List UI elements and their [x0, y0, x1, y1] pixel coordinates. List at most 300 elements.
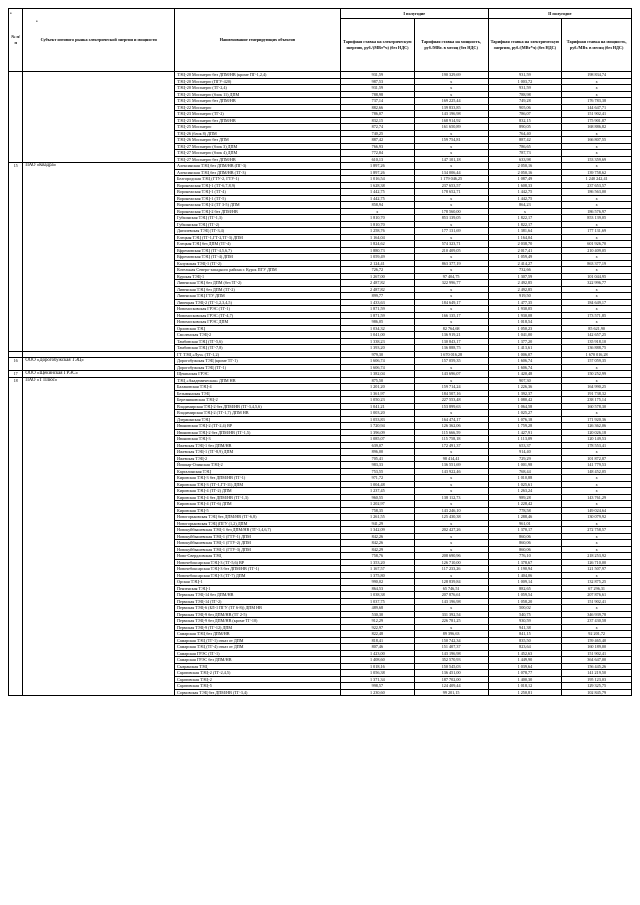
- object-name: Ливенская ТЭЦ без ДПМ (без ТГ-2): [174, 280, 340, 287]
- capacity-tariff-h2: 178 553,41: [562, 442, 632, 449]
- capacity-tariff-h1: 166 135,17: [414, 312, 488, 319]
- object-name: Губкинская ТЭЦ (ТГ-1,3): [174, 215, 340, 222]
- object-name: Саратовская ТЭЦ-2: [174, 676, 340, 683]
- object-name: Пермская ТЭЦ-14 без ДПМ/НВ: [174, 592, 340, 599]
- energy-tariff-h1: 987,53: [340, 78, 414, 85]
- object-name: ТЭЦ-23 Мосэнерго без ДПМ/НВ: [174, 117, 340, 124]
- object-name: Самарская ТЭЦ (ТГ-4) отказ от ДПМ: [174, 644, 340, 651]
- header-capacity-2: Тарифная ставка на мощность, руб./МВт. в месяц (без НДС): [562, 19, 632, 72]
- capacity-tariff-h2: x: [562, 163, 632, 170]
- capacity-tariff-h1: 139 833,85: [414, 104, 488, 111]
- energy-tariff-h1: 1 375,80: [340, 572, 414, 579]
- capacity-tariff-h1: x: [414, 364, 488, 371]
- object-name: ТЭЦ-27 Мосэнерго (блок 4) ДПМ: [174, 150, 340, 157]
- energy-tariff-h1: 807,46: [340, 644, 414, 651]
- object-name: Дягилевская ТЭЦ (ТГ-3,4): [174, 228, 340, 235]
- subject-name: ООО «Дорогобужская ТЭЦ»: [23, 358, 175, 371]
- capacity-tariff-h1: 159 714,24: [414, 384, 488, 391]
- object-name: ГТ ТЭЦ «Луч» (ТГ-1,2): [174, 351, 340, 358]
- capacity-tariff-h1: 128 839,84: [414, 579, 488, 586]
- capacity-tariff-h1: 124 409,44: [414, 683, 488, 690]
- energy-tariff-h1: 1 871,59: [340, 312, 414, 319]
- capacity-tariff-h2: 151 902,41: [562, 650, 632, 657]
- capacity-tariff-h1: 130 843,17: [414, 338, 488, 345]
- object-name: ТЭЦ-20 Мосэнерго без ДПМ/НВ (кроме ПГ-1,2,4): [174, 72, 340, 79]
- subject-name: ПАО «Квадра»: [23, 163, 175, 352]
- energy-tariff-h2: 1 076,18: [488, 416, 562, 423]
- object-name: Новомосковская ГРЭС ДПМ: [174, 319, 340, 326]
- capacity-tariff-h1: 322 996,77: [414, 280, 488, 287]
- object-name: Щекинская ГРЭС: [174, 371, 340, 378]
- capacity-tariff-h1: 143 246,10: [414, 507, 488, 514]
- energy-tariff-h2: 1 930,05: [488, 306, 562, 313]
- energy-tariff-h2: 890,05: [488, 124, 562, 131]
- energy-tariff-h2: 2 017,41: [488, 247, 562, 254]
- header-object: Наименование генерирующих объектов: [174, 9, 340, 72]
- energy-tariff-h2: 860,06: [488, 540, 562, 547]
- capacity-tariff-h2: 173 571,85: [562, 312, 632, 319]
- energy-tariff-h1: 1 342,09: [340, 527, 414, 534]
- energy-tariff-h1: 864,53: [340, 585, 414, 592]
- object-name: Елецкая ТЭЦ без ДПМ (ТГ-4): [174, 241, 340, 248]
- capacity-tariff-h2: 207 876,61: [562, 592, 632, 599]
- energy-tariff-h2: 1 250,81: [488, 689, 562, 696]
- energy-tariff-h1: 842,29: [340, 546, 414, 553]
- energy-tariff-h1: 1 167,57: [340, 566, 414, 573]
- capacity-tariff-h1: x: [414, 85, 488, 92]
- capacity-tariff-h2: x: [562, 306, 632, 313]
- energy-tariff-h1: 1 396,09: [340, 429, 414, 436]
- energy-tariff-h1: 1 433,63: [340, 299, 414, 306]
- energy-tariff-h1: 882,66: [340, 104, 414, 111]
- energy-tariff-h2: 1 288,46: [488, 514, 562, 521]
- energy-tariff-h2: 2 492,85: [488, 286, 562, 293]
- tariff-document: [8, 8, 632, 696]
- capacity-tariff-h2: 159 465,40: [562, 637, 632, 644]
- capacity-tariff-h1: x: [414, 78, 488, 85]
- capacity-tariff-h1: 143 196,98: [414, 598, 488, 605]
- capacity-tariff-h2: x: [562, 449, 632, 456]
- capacity-tariff-h2: 149 024,64: [562, 507, 632, 514]
- energy-tariff-h1: 1 003,20: [340, 410, 414, 417]
- energy-tariff-h1: 786,07: [340, 111, 414, 118]
- energy-tariff-h2: 835,50: [488, 637, 562, 644]
- capacity-tariff-h2: 210 409,05: [562, 247, 632, 254]
- capacity-tariff-h1: x: [414, 572, 488, 579]
- capacity-tariff-h1: 138 112,73: [414, 494, 488, 501]
- energy-tariff-h2: 1 477,35: [488, 299, 562, 306]
- energy-tariff-h2: 919,50: [488, 293, 562, 300]
- capacity-tariff-h2: x: [562, 234, 632, 241]
- energy-tariff-h2: 1 080,42: [488, 397, 562, 404]
- energy-tariff-h2: 1 190,94: [488, 566, 562, 573]
- object-name: Березниковская ТЭЦ-2: [174, 397, 340, 404]
- capacity-tariff-h2: 238 175,14: [562, 397, 632, 404]
- capacity-tariff-h2: x: [562, 572, 632, 579]
- capacity-tariff-h2: x: [562, 130, 632, 137]
- object-name: Алексинская ТЭЦ без ДПМ/НВ (ТГ-3): [174, 169, 340, 176]
- energy-tariff-h1: 1 338,23: [340, 338, 414, 345]
- capacity-tariff-h2: 157 059,35: [562, 358, 632, 365]
- capacity-tariff-h1: x: [414, 286, 488, 293]
- capacity-tariff-h2: x: [562, 78, 632, 85]
- energy-tariff-h1: 922,97: [340, 624, 414, 631]
- energy-tariff-h2: 1 404,06: [488, 572, 562, 579]
- energy-tariff-h1: 489,68: [340, 605, 414, 612]
- energy-tariff-h1: 2 124,41: [340, 260, 414, 267]
- energy-tariff-h1: 931,59: [340, 85, 414, 92]
- capacity-tariff-h1: 159 754,81: [414, 137, 488, 144]
- object-name: Пермская ТЭЦ-9 без ДПМ/НВ (ТГ 2-5): [174, 611, 340, 618]
- capacity-tariff-h1: 169 225,44: [414, 98, 488, 105]
- energy-tariff-h2: 1 059,49: [488, 254, 562, 261]
- object-name: Новочебоксарская ТЭЦ-3 без ДПМ/НВ (ТГ-1): [174, 566, 340, 573]
- energy-tariff-h2: 653,37: [488, 442, 562, 449]
- energy-tariff-h1: 2 487,82: [340, 286, 414, 293]
- energy-tariff-h2: 832,15: [488, 117, 562, 124]
- energy-tariff-h2: 633,98: [488, 156, 562, 163]
- object-name: Тамбовская ТЭЦ (ТГ-7,8): [174, 345, 340, 352]
- energy-tariff-h2: 860,06: [488, 533, 562, 540]
- energy-tariff-h2: 841,15: [488, 631, 562, 638]
- capacity-tariff-h2: x: [562, 143, 632, 150]
- object-name: Новомосковская ГРЭС (ТГ-1): [174, 306, 340, 313]
- energy-tariff-h1: 1 202,97: [340, 501, 414, 508]
- energy-tariff-h2: 1 039,64: [488, 663, 562, 670]
- capacity-tariff-h1: 143 196,98: [414, 650, 488, 657]
- capacity-tariff-h2: 218 253,92: [562, 553, 632, 560]
- energy-tariff-h1: 726,72: [340, 267, 414, 274]
- energy-tariff-h2: 1 003,72: [488, 78, 562, 85]
- capacity-tariff-h1: 150 545,03: [414, 663, 488, 670]
- object-name: Пермская ТЭЦ-14 (ТГ-2): [174, 598, 340, 605]
- energy-tariff-h2: 500,02: [488, 605, 562, 612]
- capacity-tariff-h1: x: [414, 130, 488, 137]
- page-mark: •: [36, 20, 38, 25]
- capacity-tariff-h1: 172 491,37: [414, 442, 488, 449]
- capacity-tariff-h2: 135 918,10: [562, 338, 632, 345]
- capacity-tariff-h1: 89 396,63: [414, 631, 488, 638]
- capacity-tariff-h1: 98 414,41: [414, 455, 488, 462]
- energy-tariff-h1: 990,02: [340, 579, 414, 586]
- energy-tariff-h1: 758,76: [340, 553, 414, 560]
- energy-tariff-h2: 931,59: [488, 85, 562, 92]
- energy-tariff-h1: 1 037,75: [340, 598, 414, 605]
- energy-tariff-h1: 1 824,62: [340, 241, 414, 248]
- object-name: Саратовская ТЭЦ-5: [174, 683, 340, 690]
- energy-tariff-h2: 1 006,07: [488, 351, 562, 358]
- object-name: ТЭЦ-21 Мосэнерго без ДПМ/НВ: [174, 98, 340, 105]
- capacity-tariff-h1: 853 139,05: [414, 215, 488, 222]
- capacity-tariff-h2: 143 761,29: [562, 494, 632, 501]
- capacity-tariff-h2: 160 189,00: [562, 644, 632, 651]
- capacity-tariff-h2: 164 990,25: [562, 384, 632, 391]
- energy-tariff-h2: 1 064,58: [488, 403, 562, 410]
- row-number: 18: [9, 377, 23, 696]
- object-name: Сормовская ТЭЦ без ДПМ/НВ (ТГ-3,4): [174, 689, 340, 696]
- object-name: Владимирская ТЭЦ-2 (ТГ-1,7) ДПМ НВ: [174, 410, 340, 417]
- object-name: Смоленская ТЭЦ-2: [174, 332, 340, 339]
- capacity-tariff-h1: 207 876,61: [414, 592, 488, 599]
- capacity-tariff-h1: 161 650,89: [414, 124, 488, 131]
- energy-tariff-h2: x: [488, 208, 562, 215]
- capacity-tariff-h1: x: [414, 377, 488, 384]
- energy-tariff-h2: 1 822,17: [488, 215, 562, 222]
- capacity-tariff-h1: x: [414, 195, 488, 202]
- capacity-tariff-h2: x: [562, 540, 632, 547]
- energy-tariff-h1: 1 038,38: [340, 592, 414, 599]
- header-energy-1: Тарифная ставка на электрическую энергию, руб./(МВт*ч) (без НДС): [340, 19, 414, 72]
- capacity-tariff-h1: x: [414, 540, 488, 547]
- capacity-tariff-h2: x: [562, 410, 632, 417]
- capacity-tariff-h2: 120 149,53: [562, 436, 632, 443]
- capacity-tariff-h2: 141 779,53: [562, 462, 632, 469]
- object-name: Тамбовская ТЭЦ (ТГ-5,6): [174, 338, 340, 345]
- object-name: Ивановская ТЭЦ-3: [174, 436, 340, 443]
- capacity-tariff-h2: 237 430,58: [562, 618, 632, 625]
- energy-tariff-h1: 610,13: [340, 156, 414, 163]
- capacity-tariff-h2: 175 901,87: [562, 117, 632, 124]
- energy-tariff-h1: 1 897,26: [340, 169, 414, 176]
- energy-tariff-h1: 887,42: [340, 137, 414, 144]
- page-mark: •: [10, 12, 12, 17]
- energy-tariff-h1: 705,41: [340, 455, 414, 462]
- energy-tariff-h1: 931,59: [340, 72, 414, 79]
- object-name: Кировская ТЭЦ-4 (ТГ-6) ДПМ: [174, 501, 340, 508]
- header-half-1: I полугодие: [340, 9, 488, 19]
- energy-tariff-h1: 530,30: [340, 611, 414, 618]
- capacity-tariff-h1: 210 409,05: [414, 247, 488, 254]
- header-capacity-1: Тарифная ставка на мощность, руб./МВт. в месяц (без НДС): [414, 19, 488, 72]
- energy-tariff-h1: x: [340, 208, 414, 215]
- capacity-tariff-h1: x: [414, 91, 488, 98]
- object-name: Новогорьковская ТЭЦ без ДПМ/НВ (ТГ-6,8): [174, 514, 340, 521]
- object-name: Ново-Свердловская ТЭЦ: [174, 553, 340, 560]
- object-name: ТЭЦ-20 Мосэнерго (ПГУ-420): [174, 78, 340, 85]
- capacity-tariff-h2: 160 578,30: [562, 403, 632, 410]
- object-name: Владимирская ТЭЦ-2 без ДПМ/НВ (ТГ-3,4,5,6): [174, 403, 340, 410]
- energy-tariff-h1: 1 041,21: [340, 403, 414, 410]
- energy-tariff-h2: 941,38: [488, 624, 562, 631]
- capacity-tariff-h2: 191 738,32: [562, 390, 632, 397]
- object-name: Ефремовская ТЭЦ (ТГ-4,5,6,7): [174, 247, 340, 254]
- energy-tariff-h2: 1 442,75: [488, 189, 562, 196]
- energy-tariff-h2: 1 759,28: [488, 423, 562, 430]
- energy-tariff-h1: 1 810,70: [340, 215, 414, 222]
- table-body: [9, 72, 632, 696]
- energy-tariff-h2: 786,07: [488, 111, 562, 118]
- capacity-tariff-h1: 125 430,38: [414, 514, 488, 521]
- energy-tariff-h2: 1 606,74: [488, 358, 562, 365]
- capacity-tariff-h2: x: [562, 377, 632, 384]
- object-name: Ивановская ТЭЦ-2 (ТГ-2,4) ВР: [174, 423, 340, 430]
- capacity-tariff-h2: 186 576,97: [562, 208, 632, 215]
- object-name: Новокуйбышевская ТЭЦ-1 (ГТУ-1) ДПМ: [174, 533, 340, 540]
- capacity-tariff-h2: x: [562, 475, 632, 482]
- capacity-tariff-h1: 82 764,68: [414, 325, 488, 332]
- energy-tariff-h2: 776,10: [488, 553, 562, 560]
- capacity-tariff-h1: x: [414, 481, 488, 488]
- object-name: ТЭЦ-25 Мосэнерго: [174, 124, 340, 131]
- capacity-tariff-h2: 272 758,57: [562, 527, 632, 534]
- object-name: Новокуйбышевская ТЭЦ-1 (ГТУ-2) ДПМ: [174, 540, 340, 547]
- energy-tariff-h2: 1 392,37: [488, 390, 562, 397]
- energy-tariff-h2: 864,23: [488, 202, 562, 209]
- energy-tariff-h1: 998,57: [340, 683, 414, 690]
- energy-tariff-h1: 1 034,32: [340, 325, 414, 332]
- capacity-tariff-h2: 153 359,69: [562, 156, 632, 163]
- capacity-tariff-h2: x: [562, 91, 632, 98]
- object-name: Дорогобужская ТЭЦ (ТГ-1): [174, 364, 340, 371]
- capacity-tariff-h2: 1 670 016,28: [562, 351, 632, 358]
- capacity-tariff-h2: 139 758,62: [562, 169, 632, 176]
- energy-tariff-h1: 1 059,49: [340, 254, 414, 261]
- energy-tariff-h1: 1 871,59: [340, 306, 414, 313]
- object-name: Курская ТЭЦ-1: [174, 273, 340, 280]
- capacity-tariff-h2: x: [562, 195, 632, 202]
- energy-tariff-h1: 1 050,23: [340, 397, 414, 404]
- energy-tariff-h1: 1 353,20: [340, 559, 414, 566]
- energy-tariff-h2: 1 226,36: [488, 384, 562, 391]
- energy-tariff-h2: 786,65: [488, 143, 562, 150]
- capacity-tariff-h2: 195 123,03: [562, 676, 632, 683]
- energy-tariff-h2: 1 442,75: [488, 195, 562, 202]
- capacity-tariff-h1: x: [414, 234, 488, 241]
- header-half-2: II полугодие: [488, 9, 631, 19]
- capacity-tariff-h2: x: [562, 254, 632, 261]
- energy-tariff-h1: 1 237,45: [340, 488, 414, 495]
- capacity-tariff-h1: 226 781,25: [414, 618, 488, 625]
- capacity-tariff-h1: x: [414, 410, 488, 417]
- object-name: Новочебоксарская ТЭЦ-3 (ТГ-7) ДПМ: [174, 572, 340, 579]
- capacity-tariff-h2: 601 926,70: [562, 241, 632, 248]
- capacity-tariff-h1: 1 179 046,25: [414, 176, 488, 183]
- capacity-tariff-h1: 136 888,75: [414, 345, 488, 352]
- capacity-tariff-h1: 143 696,07: [414, 371, 488, 378]
- energy-tariff-h2: 1 058,20: [488, 598, 562, 605]
- energy-tariff-h1: 758,35: [340, 507, 414, 514]
- capacity-tariff-h1: 164 474,17: [414, 416, 488, 423]
- object-name: Балаковская ТЭЦ-4: [174, 384, 340, 391]
- energy-tariff-h2: 1 025,61: [488, 481, 562, 488]
- object-name: Калужская ТЭЦ-1 (ТГ-2): [174, 260, 340, 267]
- energy-tariff-h2: 1 930,08: [488, 312, 562, 319]
- object-name: ТЭЦ «Академическая» ДПМ НВ: [174, 377, 340, 384]
- capacity-tariff-h1: x: [414, 221, 488, 228]
- capacity-tariff-h2: 142 657,25: [562, 332, 632, 339]
- capacity-tariff-h1: x: [414, 306, 488, 313]
- energy-tariff-h1: 1 720,94: [340, 423, 414, 430]
- header-no: № п/п: [9, 9, 23, 72]
- capacity-tariff-h1: 65 746,51: [414, 585, 488, 592]
- energy-tariff-h2: 1 608,33: [488, 182, 562, 189]
- energy-tariff-h2: 764,40: [488, 130, 562, 137]
- capacity-tariff-h1: x: [414, 163, 488, 170]
- object-name: Дорогобужская ТЭЦ (кроме ТГ-1): [174, 358, 340, 365]
- capacity-tariff-h1: 177 131,69: [414, 228, 488, 235]
- capacity-tariff-h1: 184 649,17: [414, 299, 488, 306]
- object-name: ТЭЦ-21 Мосэнерго (блок 11) ДПМ: [174, 91, 340, 98]
- object-name: Орловская ТЭЦ: [174, 325, 340, 332]
- energy-tariff-h1: 842,26: [340, 540, 414, 547]
- object-name: Самарская ГРЭС (ТГ-1): [174, 650, 340, 657]
- energy-tariff-h2: 778,58: [488, 507, 562, 514]
- capacity-tariff-h1: x: [414, 449, 488, 456]
- object-name: ТЭЦ-20 Мосэнерго (ТГ-2,4): [174, 85, 340, 92]
- energy-tariff-h2: 931,59: [488, 72, 562, 79]
- row-number: 16: [9, 358, 23, 371]
- capacity-tariff-h2: 141 219,50: [562, 670, 632, 677]
- energy-tariff-h2: 2 414,27: [488, 260, 562, 267]
- object-name: Елецкая ТЭЦ (ТГ-1,ГТ-2,ТГ-3) ДПМ: [174, 234, 340, 241]
- energy-tariff-h2: 1 413,61: [488, 345, 562, 352]
- capacity-tariff-h2: 121 507,97: [562, 566, 632, 573]
- energy-tariff-h2: 2 038,70: [488, 241, 562, 248]
- energy-tariff-h1: 983,33: [340, 462, 414, 469]
- object-name: Орская ТЭЦ-1: [174, 579, 340, 586]
- energy-tariff-h2: 882,65: [488, 585, 562, 592]
- energy-tariff-h2: 1 010,88: [488, 475, 562, 482]
- energy-tariff-h2: 1 370,17: [488, 527, 562, 534]
- energy-tariff-h1: 872,74: [340, 124, 414, 131]
- energy-tariff-h1: 899,77: [340, 293, 414, 300]
- energy-tariff-h1: 832,15: [340, 117, 414, 124]
- capacity-tariff-h2: 346 939,78: [562, 611, 632, 618]
- capacity-tariff-h2: x: [562, 150, 632, 157]
- energy-tariff-h1: 1 056,38: [340, 670, 414, 677]
- energy-tariff-h2: 1 449,90: [488, 657, 562, 664]
- object-name: ТЭЦ-26 Мосэнерго без ДПМ: [174, 137, 340, 144]
- capacity-tariff-h2: 863 377,19: [562, 260, 632, 267]
- energy-tariff-h2: 1 307,59: [488, 273, 562, 280]
- object-name: Кировская ТЭЦ-4 (ТГ-2) ДПМ: [174, 488, 340, 495]
- energy-tariff-h2: 1 113,09: [488, 436, 562, 443]
- capacity-tariff-h2: 130 079,92: [562, 514, 632, 521]
- capacity-tariff-h1: 151 407,37: [414, 644, 488, 651]
- capacity-tariff-h2: 171 920,36: [562, 416, 632, 423]
- object-name: Пермская ТЭЦ-6 (БЛ-1 ПГУ (ТГ 6-8)) ДПМ НВ: [174, 605, 340, 612]
- capacity-tariff-h2: x: [562, 624, 632, 631]
- capacity-tariff-h1: x: [414, 293, 488, 300]
- capacity-tariff-h2: x: [562, 319, 632, 326]
- energy-tariff-h2: 787,73: [488, 150, 562, 157]
- energy-tariff-h1: 766,93: [340, 143, 414, 150]
- energy-tariff-h2: 2 492,85: [488, 280, 562, 287]
- capacity-tariff-h1: 1 670 016,28: [414, 351, 488, 358]
- capacity-tariff-h2: 198 834,74: [562, 72, 632, 79]
- capacity-tariff-h1: 178 652,71: [414, 189, 488, 196]
- object-name: ТЭЦ-22 Мосэнерго: [174, 104, 340, 111]
- capacity-tariff-h2: 168 886,82: [562, 124, 632, 131]
- energy-tariff-h1: 1 442,75: [340, 195, 414, 202]
- energy-tariff-h2: 961,01: [488, 520, 562, 527]
- energy-tariff-h2: 1 381,64: [488, 228, 562, 235]
- capacity-tariff-h2: 102 845,79: [562, 689, 632, 696]
- energy-tariff-h1: 986,05: [340, 319, 414, 326]
- capacity-tariff-h1: 136 551,69: [414, 462, 488, 469]
- energy-tariff-h1: 1 053,83: [340, 416, 414, 423]
- capacity-tariff-h1: x: [414, 254, 488, 261]
- energy-tariff-h1: 1 393,20: [340, 345, 414, 352]
- object-name: Ижевская ТЭЦ-2: [174, 455, 340, 462]
- energy-tariff-h1: 896,00: [340, 449, 414, 456]
- energy-tariff-h2: 1 400,30: [488, 676, 562, 683]
- capacity-tariff-h1: 136 451,00: [414, 670, 488, 677]
- energy-tariff-h1: 1 606,74: [340, 364, 414, 371]
- object-name: Кировская ТЭЦ-4 без ДПМ/НВ (ТГ-1,3): [174, 494, 340, 501]
- header-subject: Субъект оптового рынка электрической энергии и мощности: [23, 9, 175, 72]
- energy-tariff-h1: 753,55: [340, 468, 414, 475]
